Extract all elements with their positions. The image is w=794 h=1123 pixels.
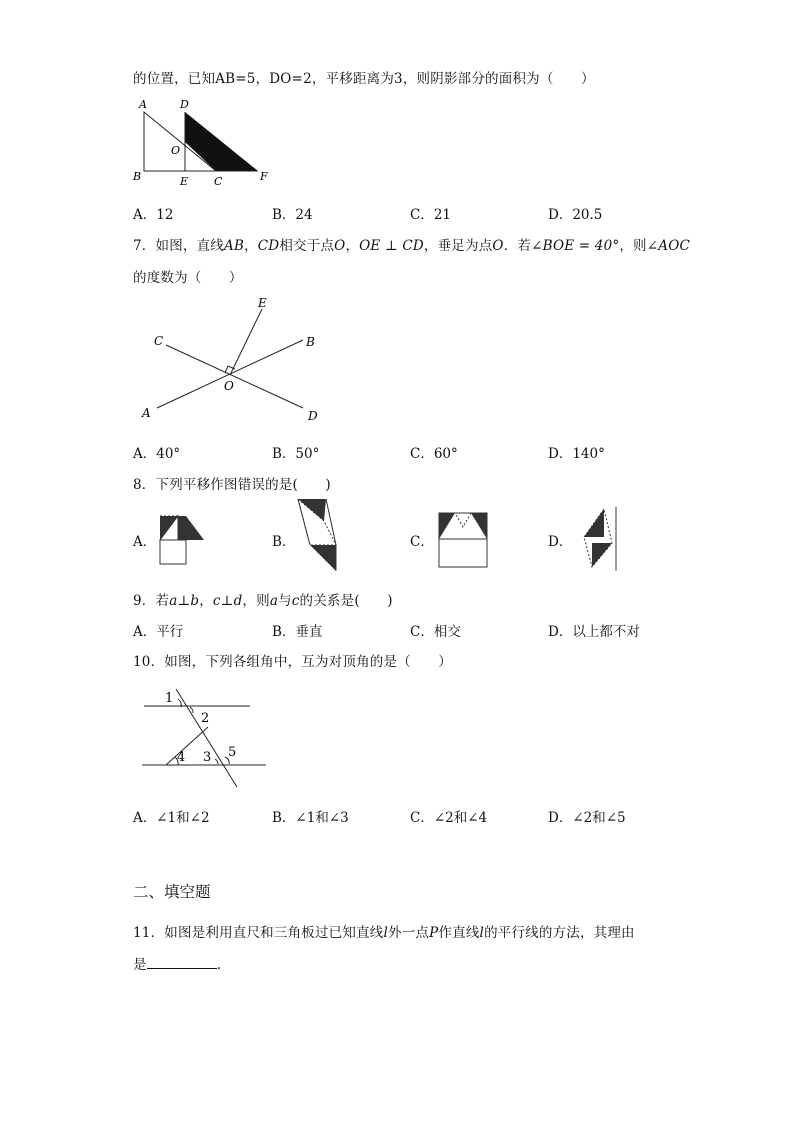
- q10-slant-line: [166, 727, 208, 765]
- q10-option-d[interactable]: D．∠2和∠5: [548, 810, 626, 826]
- q7-ray-oe: [230, 309, 262, 375]
- q10-text: 10．如图，下列各组角中，互为对顶角的是（ ）: [133, 654, 452, 670]
- q11-text-line1: 11．如图是利用直尺和三角板过已知直线l外一点P作直线l的平行线的方法，其理由: [133, 925, 635, 941]
- q10-label-1: 1: [165, 691, 174, 706]
- q8-figure-b[interactable]: [296, 497, 340, 577]
- q7-option-d[interactable]: D．140°: [548, 446, 605, 462]
- q8-text: 8．下列平移作图错误的是( ): [133, 477, 331, 493]
- section-title-fill-in: 二、填空题: [133, 883, 211, 901]
- q8-option-d-label[interactable]: D．: [548, 534, 573, 550]
- q9-text: 9．若a⊥b，c⊥d，则a与c的关系是( ): [133, 593, 393, 609]
- q6-option-c[interactable]: C．21: [410, 207, 452, 223]
- q10-options: [133, 806, 693, 824]
- q10-label-5: 5: [228, 745, 237, 760]
- q8-option-b-label[interactable]: B．: [272, 534, 296, 550]
- q10-option-c[interactable]: C．∠2和∠4: [410, 810, 488, 826]
- q10-label-3: 3: [203, 750, 212, 765]
- q10-label-4: 4: [177, 750, 186, 765]
- q8-figure-a[interactable]: [158, 514, 208, 566]
- q7-figure: [140, 295, 330, 425]
- q9-option-d[interactable]: D．以上都不对: [548, 624, 640, 640]
- q6-option-a[interactable]: A．12: [133, 207, 174, 223]
- q6-text: 的位置，已知AB=5，DO=2，平移距离为3，则阴影部分的面积为（ ）: [133, 71, 595, 87]
- q6-label-b: B: [133, 170, 142, 183]
- q7-text-line2: 的度数为（ ）: [133, 270, 243, 286]
- q7-option-c[interactable]: C．60°: [410, 446, 458, 462]
- q6-option-d[interactable]: D．20.5: [548, 207, 603, 223]
- q6-label-d: D: [180, 98, 189, 111]
- q7-text-line1: 7．如图，直线AB，CD相交于点O，OE ⊥ CD，垂足为点O．若∠BOE = 40°，则∠AOC: [133, 238, 690, 254]
- q7-label-o: O: [224, 379, 234, 393]
- q9-option-b[interactable]: B．垂直: [272, 624, 323, 640]
- q11-answer-blank[interactable]: [147, 956, 217, 969]
- q7-label-b: B: [306, 335, 315, 349]
- q7-line-cd: [166, 345, 303, 408]
- q10-option-b[interactable]: B．∠1和∠3: [272, 810, 349, 826]
- q9-option-c[interactable]: C．相交: [410, 624, 461, 640]
- q9-option-a[interactable]: A．平行: [133, 624, 184, 640]
- q7-label-a: A: [142, 406, 151, 420]
- q10-option-a[interactable]: A．∠1和∠2: [133, 810, 210, 826]
- q6-label-o: O: [171, 144, 181, 157]
- q6-label-c: C: [214, 175, 223, 188]
- q6-label-a: A: [139, 98, 147, 111]
- q7-label-e: E: [258, 296, 267, 310]
- q6-label-f: F: [260, 170, 268, 183]
- q11-text-line2: 是 .: [133, 957, 222, 973]
- q6-label-e: E: [180, 175, 189, 188]
- q10-figure: [140, 685, 270, 790]
- q8-figure-c[interactable]: [437, 511, 489, 569]
- q7-label-c: C: [154, 334, 164, 348]
- q6-figure: [128, 96, 278, 188]
- q6-shaded-region: [185, 112, 258, 171]
- q7-options: [133, 442, 693, 460]
- q6-option-b[interactable]: B．24: [272, 207, 313, 223]
- q7-label-d: D: [308, 409, 318, 423]
- q8-option-a-label[interactable]: A．: [133, 534, 157, 550]
- q6-options: [133, 203, 693, 221]
- q8-figure-d[interactable]: [578, 505, 622, 575]
- q9-options: [133, 620, 693, 638]
- q7-option-b[interactable]: B．50°: [272, 446, 320, 462]
- q10-label-2: 2: [201, 711, 210, 726]
- q7-option-a[interactable]: A．40°: [133, 446, 181, 462]
- q8-option-c-label[interactable]: C．: [410, 534, 434, 550]
- q10-transversal: [176, 689, 237, 787]
